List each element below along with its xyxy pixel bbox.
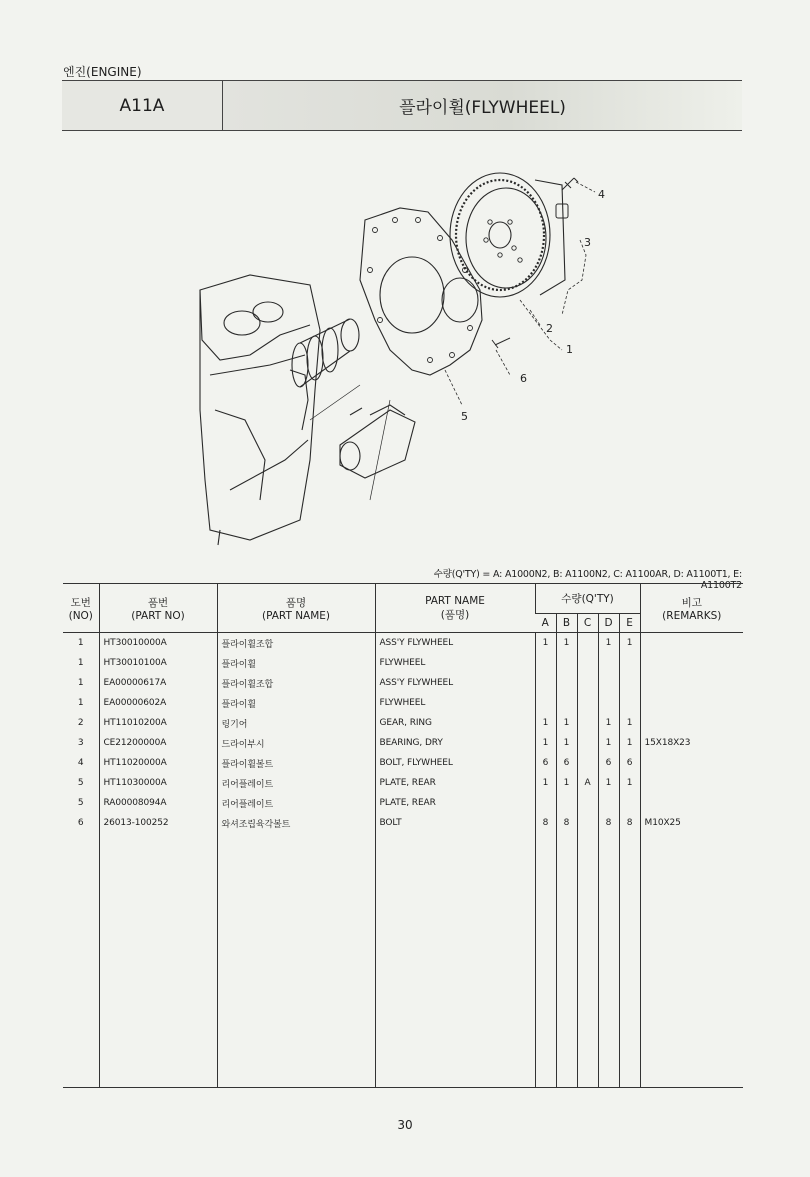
row-qty-b: 1	[556, 733, 577, 753]
row-name-en: ASS'Y FLYWHEEL	[375, 673, 535, 693]
flywheel-drawing	[450, 173, 565, 297]
table-row	[63, 653, 743, 673]
row-no: 1	[77, 638, 84, 648]
page-number: 30	[397, 1118, 413, 1132]
row-qty-c	[577, 713, 598, 733]
header-part-name-kr-en: (PART NAME)	[261, 609, 331, 622]
row-name-kr: 플라이휠조합	[217, 633, 375, 654]
empty-cell	[640, 833, 743, 1088]
table-row	[63, 633, 743, 654]
header-qty-b: B	[556, 614, 577, 633]
row-qty-a: 6	[535, 753, 556, 773]
header-part-no-en: (PART NO)	[131, 609, 185, 622]
row-qty-a: 8	[535, 813, 556, 833]
row-qty-b: 1	[556, 713, 577, 733]
row-name-kr: 리어플레이트	[217, 793, 375, 813]
header-no	[63, 584, 99, 633]
row-remarks: 15X18X23	[640, 733, 743, 753]
row-remarks	[640, 633, 743, 654]
row-no: 1	[77, 698, 84, 708]
row-remarks	[640, 653, 743, 673]
table-row	[63, 713, 743, 733]
row-remarks	[640, 773, 743, 793]
row-qty-a	[535, 793, 556, 813]
header-no-en: (NO)	[68, 609, 93, 622]
header-no-kr: 도번	[70, 596, 91, 609]
header-part-no-kr: 품번	[147, 596, 169, 609]
row-qty-e	[619, 793, 640, 813]
callout-5: 5	[461, 410, 468, 423]
row-qty-d: 1	[598, 733, 619, 753]
row-name-kr: 플라이휠	[217, 653, 375, 673]
row-qty-c	[577, 653, 598, 673]
row-part-no: CE21200000A	[99, 733, 217, 753]
row-name-kr: 와셔조립육각볼트	[217, 813, 375, 833]
header-part-name-sub: (품명)	[440, 608, 470, 621]
empty-cell	[217, 833, 375, 1088]
row-qty-b	[556, 693, 577, 713]
row-name-en: BOLT, FLYWHEEL	[375, 753, 535, 773]
table-filler-row	[63, 833, 743, 1088]
row-qty-c	[577, 753, 598, 773]
header-qty-e: E	[619, 614, 640, 633]
row-qty-d: 1	[598, 633, 619, 654]
table-row	[63, 773, 743, 793]
row-qty-b: 1	[556, 633, 577, 654]
row-part-no: HT11030000A	[99, 773, 217, 793]
row-part-no: HT11020000A	[99, 753, 217, 773]
header-qty-a: A	[535, 614, 556, 633]
callout-3: 3	[584, 236, 591, 249]
header-qty: 수량(Q'TY)	[535, 584, 640, 614]
row-qty-c	[577, 633, 598, 654]
row-qty-a: 1	[535, 773, 556, 793]
row-qty-d	[598, 693, 619, 713]
row-name-en: FLYWHEEL	[375, 653, 535, 673]
title-bar	[62, 80, 742, 131]
header-remarks-kr: 비고	[681, 596, 702, 609]
empty-cell	[556, 833, 577, 1088]
table-row	[63, 793, 743, 813]
row-part-no: HT30010000A	[99, 633, 217, 654]
row-qty-b	[556, 673, 577, 693]
header-qty-c: C	[577, 614, 598, 633]
row-qty-a: 1	[535, 713, 556, 733]
row-part-no: RA00008094A	[99, 793, 217, 813]
row-qty-a	[535, 693, 556, 713]
row-qty-b: 6	[556, 753, 577, 773]
row-remarks	[640, 713, 743, 733]
exploded-view-diagram	[190, 160, 620, 550]
empty-cell	[535, 833, 556, 1088]
row-qty-e: 1	[619, 773, 640, 793]
row-qty-e: 1	[619, 713, 640, 733]
empty-cell	[598, 833, 619, 1088]
row-qty-d	[598, 793, 619, 813]
row-qty-c	[577, 693, 598, 713]
row-qty-a	[535, 673, 556, 693]
row-no: 1	[77, 678, 84, 688]
row-name-en: PLATE, REAR	[375, 773, 535, 793]
row-no: 1	[77, 658, 84, 668]
row-name-en: PLATE, REAR	[375, 793, 535, 813]
row-remarks	[640, 673, 743, 693]
row-remarks	[640, 753, 743, 773]
row-qty-c	[577, 793, 598, 813]
row-qty-a: 1	[535, 633, 556, 654]
row-qty-e	[619, 653, 640, 673]
row-name-en: GEAR, RING	[375, 713, 535, 733]
row-name-kr: 플라이휠	[217, 693, 375, 713]
row-name-en: ASS'Y FLYWHEEL	[375, 633, 535, 654]
callout-2: 2	[546, 322, 553, 335]
row-qty-e: 8	[619, 813, 640, 833]
empty-cell	[63, 833, 99, 1088]
table-row	[63, 693, 743, 713]
row-name-en: BOLT	[375, 813, 535, 833]
table-row	[63, 673, 743, 693]
header-part-name-label: PART NAME	[425, 594, 485, 607]
row-part-no: EA00000602A	[99, 693, 217, 713]
row-name-kr: 플라이휠볼트	[217, 753, 375, 773]
model-code: A11A	[62, 81, 223, 130]
row-qty-e	[619, 693, 640, 713]
table-row	[63, 813, 743, 833]
row-no: 5	[77, 778, 84, 788]
row-qty-c: A	[577, 773, 598, 793]
header-part-no	[99, 584, 217, 633]
row-part-no: HT11010200A	[99, 713, 217, 733]
row-part-no: HT30010100A	[99, 653, 217, 673]
row-name-kr: 플라이휠조합	[217, 673, 375, 693]
header-qty-d: D	[598, 614, 619, 633]
row-name-en: BEARING, DRY	[375, 733, 535, 753]
section-label: 엔진(ENGINE)	[63, 65, 142, 79]
row-qty-d: 1	[598, 713, 619, 733]
crankshaft-drawing	[292, 319, 359, 387]
header-remarks-en: (REMARKS)	[662, 609, 722, 622]
row-qty-d: 8	[598, 813, 619, 833]
row-qty-d	[598, 673, 619, 693]
parts-table	[63, 583, 743, 1088]
row-qty-c	[577, 733, 598, 753]
row-qty-b	[556, 653, 577, 673]
row-qty-d: 1	[598, 773, 619, 793]
row-no: 6	[77, 818, 84, 828]
row-qty-e	[619, 673, 640, 693]
row-part-no: EA00000617A	[99, 673, 217, 693]
header-part-name-kr-label: 품명	[285, 596, 307, 609]
row-no: 2	[77, 718, 84, 728]
starter-motor-drawing	[340, 405, 415, 478]
quantity-legend: 수량(Q'TY) = A: A1000N2, B: A1100N2, C: A1100AR, D: A1100T1, E: A1100T2	[433, 569, 742, 591]
row-qty-b: 1	[556, 773, 577, 793]
row-remarks	[640, 793, 743, 813]
row-name-kr: 링기어	[217, 713, 375, 733]
empty-cell	[577, 833, 598, 1088]
empty-cell	[619, 833, 640, 1088]
empty-cell	[375, 833, 535, 1088]
page-title: 플라이휠(FLYWHEEL)	[223, 81, 742, 130]
row-qty-c	[577, 673, 598, 693]
row-name-kr: 리어플레이트	[217, 773, 375, 793]
row-qty-b: 8	[556, 813, 577, 833]
row-no: 5	[77, 798, 84, 808]
row-qty-a	[535, 653, 556, 673]
header-part-name	[375, 584, 535, 633]
row-qty-a: 1	[535, 733, 556, 753]
rear-plate-drawing	[360, 208, 482, 375]
row-no: 4	[77, 758, 84, 768]
row-qty-d: 6	[598, 753, 619, 773]
row-no: 3	[77, 738, 84, 748]
row-qty-c	[577, 813, 598, 833]
header-part-name-kr	[217, 584, 375, 633]
row-name-en: FLYWHEEL	[375, 693, 535, 713]
callout-6: 6	[520, 372, 527, 385]
row-qty-d	[598, 653, 619, 673]
table-row	[63, 753, 743, 773]
row-qty-e: 1	[619, 733, 640, 753]
row-qty-e: 6	[619, 753, 640, 773]
row-part-no: 26013-100252	[99, 813, 217, 833]
row-remarks	[640, 693, 743, 713]
empty-cell	[99, 833, 217, 1088]
engine-block-drawing	[200, 275, 320, 545]
row-name-kr: 드라이부시	[217, 733, 375, 753]
callout-1: 1	[566, 343, 573, 356]
header-remarks	[640, 584, 743, 633]
row-qty-e: 1	[619, 633, 640, 654]
row-remarks: M10X25	[640, 813, 743, 833]
callout-4: 4	[598, 188, 605, 201]
row-qty-b	[556, 793, 577, 813]
table-row	[63, 733, 743, 753]
